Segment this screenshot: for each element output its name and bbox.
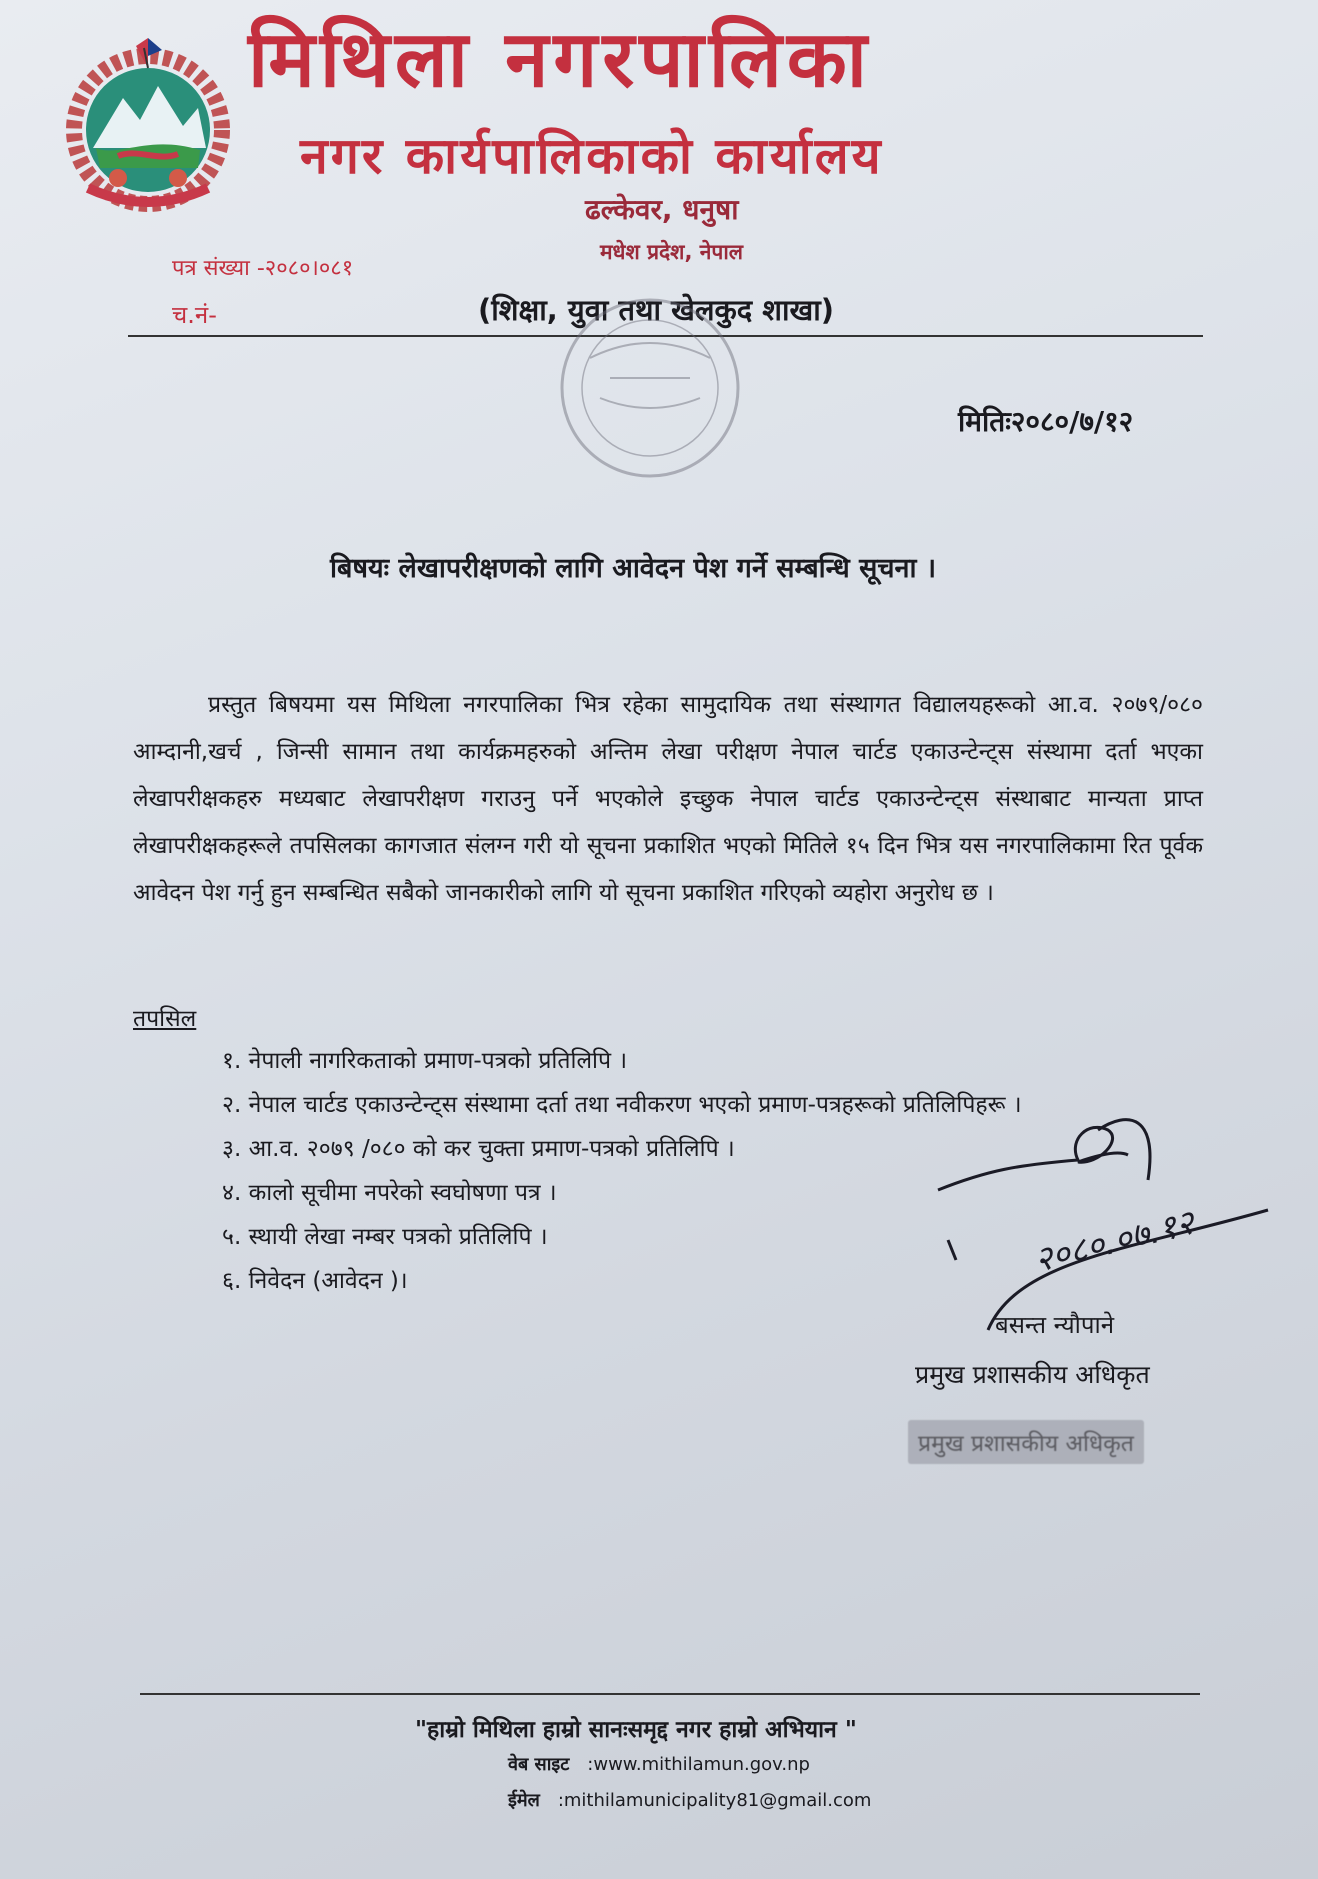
attachment-item: १. नेपाली नागरिकताको प्रमाण-पत्रको प्रतिलिपि । [222, 1048, 628, 1074]
footer-email [508, 1788, 871, 1812]
dispatch-number: च.नं- [172, 301, 217, 329]
footer-website [508, 1752, 810, 1776]
signer-title-stamp: प्रमुख प्रशासकीय अधिकृत [908, 1420, 1144, 1464]
letter-subject: बिषयः लेखापरीक्षणको लागि आवेदन पेश गर्ने सम्बन्धि सूचना । [330, 553, 937, 584]
footer-slogan: "हाम्रो मिथिला हाम्रो सानःसमृद्द नगर हाम्रो अभियान " [415, 1717, 857, 1743]
email-link[interactable]: :mithilamunicipality81@gmail.com [557, 1790, 872, 1811]
footer-divider [140, 1693, 1200, 1695]
attachment-item: ४. कालो सूचीमा नपरेको स्वघोषणा पत्र । [222, 1180, 557, 1206]
province-name: मधेश प्रदेश, नेपाल [600, 240, 743, 264]
office-seal-stamp [510, 288, 790, 488]
letter-reference-number: पत्र संख्या -२०८०।०८१ [172, 256, 354, 281]
attachment-item: ३. आ.व. २०७९ /०८० को कर चुक्ता प्रमाण-पत्रको प्रतिलिपि । [222, 1136, 735, 1162]
email-label: ईमेल [508, 1790, 540, 1811]
office-name: नगर कार्यपालिकाको कार्यालय [300, 127, 884, 185]
attachments-heading: तपसिल [133, 1006, 197, 1032]
branch-name: (शिक्षा, युवा तथा खेलकुद शाखा) [478, 293, 834, 327]
attachment-item: ६. निवेदन (आवेदन )। [222, 1268, 408, 1294]
signer-name: बसन्त न्यौपाने [995, 1311, 1115, 1339]
website-link[interactable]: :www.mithilamun.gov.np [587, 1754, 810, 1775]
attachment-item: ५. स्थायी लेखा नम्बर पत्रको प्रतिलिपि । [222, 1224, 548, 1250]
website-label: वेब साइट [508, 1754, 570, 1775]
attachments-list [222, 1039, 1022, 1303]
office-address: ढल्केवर, धनुषा [585, 193, 739, 226]
nepal-emblem-logo [48, 38, 248, 216]
handwritten-date: २०८०.०७.१२ [1030, 1202, 1199, 1281]
signer-title: प्रमुख प्रशासकीय अधिकृत [915, 1360, 1150, 1389]
municipality-name: मिथिला नगरपालिका [248, 15, 872, 105]
letter-date: मितिः२०८०/७/१२ [958, 405, 1134, 438]
letter-body: प्रस्तुत बिषयमा यस मिथिला नगरपालिका भित्र रहेका सामुदायिक तथा संस्थागत विद्यालयहरूको आ.व. २०७९/०८० आम्दानी,खर्च , जिन्सी सामान तथा कार्यक्रमहरुको अन्तिम लेखा परीक्षण नेपाल चार्टड एकाउन्टेन्ट्स संस्थामा दर्ता भएका लेखापरीक्षकहरु मध्यबाट लेखापरीक्षण गराउनु पर्ने भएकोले इच्छुक नेपाल चार्टड एकाउन्टेन्ट्स संस्थाबाट मान्यता प्राप्त लेखापरीक्षकहरूले तपसिलका कागजात संलग्न गरी यो सूचना प्रकाशित भएको मितिले १५ दिन भित्र यस नगरपालिकामा रित पूर्वक आवेदन पेश गर्नु हुन सम्बन्धित सबैको जानकारीको लागि यो सूचना प्रकाशित गरिएको व्यहोरा अनुरोध छ । [133, 692, 1203, 906]
attachment-item: २. नेपाल चार्टड एकाउन्टेन्ट्स संस्थामा दर्ता तथा नवीकरण भएको प्रमाण-पत्रहरूको प्रतिलिपिहरू । [222, 1092, 1022, 1118]
